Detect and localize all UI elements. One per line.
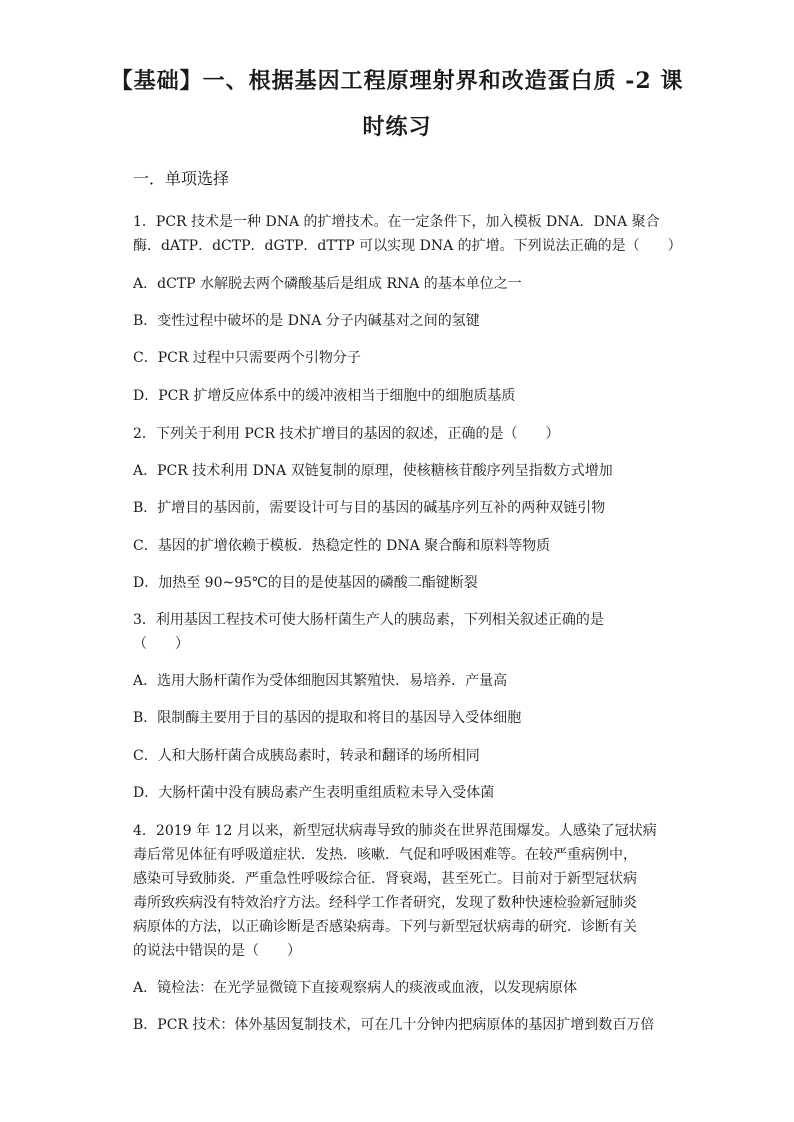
q3-stem-line-2: （ ）	[133, 636, 189, 652]
q4-stem-line-2: 毒后常见体征有呼吸道症状．发热．咳嗽．气促和呼吸困难等。在较严重病例中，	[133, 847, 637, 863]
q1-option-a: A．dCTP 水解脱去两个磷酸基后是组成 RNA 的基本单位之一	[133, 276, 522, 292]
q4-stem-line-4: 毒所致疾病没有特效治疗方法。经科学工作者研究，发现了数种快速检验新冠肺炎	[133, 895, 637, 911]
q1-option-c: C．PCR 过程中只需要两个引物分子	[133, 350, 361, 366]
q4-stem-line-6: 的说法中错误的是（ ）	[133, 943, 301, 959]
q4-option-b: B．PCR 技术：体外基因复制技术，可在几十分钟内把病原体的基因扩增到数百万倍	[133, 1017, 655, 1033]
q4-option-a: A．镜检法：在光学显微镜下直接观察病人的痰液或血液，以发现病原体	[133, 980, 578, 996]
document-title-line-2: 时练习	[362, 114, 432, 140]
q2-option-a: A．PCR 技术利用 DNA 双链复制的原理，使核糖核苷酸序列呈指数方式增加	[133, 463, 613, 479]
q2-stem-line-1: 2．下列关于利用 PCR 技术扩增目的基因的叙述，正确的是（ ）	[133, 426, 560, 442]
section-heading: 一．单项选择	[133, 169, 230, 188]
q4-stem-line-1: 4．2019 年 12 月以来，新型冠状病毒导致的肺炎在世界范围爆发。人感染了冠状病	[133, 823, 657, 839]
q1-stem-line-1: 1．PCR 技术是一种 DNA 的扩增技术。在一定条件下，加入模板 DNA．DNA 聚合	[133, 214, 660, 230]
q4-stem-line-3: 感染可导致肺炎．严重急性呼吸综合征．肾衰竭，甚至死亡。目前对于新型冠状病	[133, 871, 637, 887]
q2-option-b: B．扩增目的基因前，需要设计可与目的基因的碱基序列互补的两种双链引物	[133, 500, 606, 516]
q3-stem-line-1: 3．利用基因工程技术可使大肠杆菌生产人的胰岛素，下列相关叙述正确的是	[133, 612, 604, 628]
q2-option-d: D．加热至 90~95℃的目的是使基因的磷酸二酯键断裂	[133, 575, 478, 591]
q1-option-b: B．变性过程中破坏的是 DNA 分子内碱基对之间的氢键	[133, 313, 480, 329]
q2-option-c: C．基因的扩增依赖于模板．热稳定性的 DNA 聚合酶和原料等物质	[133, 538, 551, 554]
q4-stem-line-5: 病原体的方法，以正确诊断是否感染病毒。下列与新型冠状病毒的研究．诊断有关	[133, 919, 637, 935]
q1-stem-line-2: 酶．dATP．dCTP．dGTP．dTTP 可以实现 DNA 的扩增。下列说法正确的是（ ）	[133, 238, 682, 254]
q3-option-c: C．人和大肠杆菌合成胰岛素时，转录和翻译的场所相同	[133, 748, 480, 764]
q3-option-d: D．大肠杆菌中没有胰岛素产生表明重组质粒未导入受体菌	[133, 785, 495, 801]
q3-option-b: B．限制酶主要用于目的基因的提取和将目的基因导入受体细胞	[133, 710, 522, 726]
q3-option-a: A．选用大肠杆菌作为受体细胞因其繁殖快．易培养．产量高	[133, 673, 508, 689]
q1-option-d: D．PCR 扩增反应体系中的缓冲液相当于细胞中的细胞质基质	[133, 388, 516, 404]
document-title-line-1: 【基础】一、根据基因工程原理射界和改造蛋白质 -2 课	[110, 68, 684, 94]
